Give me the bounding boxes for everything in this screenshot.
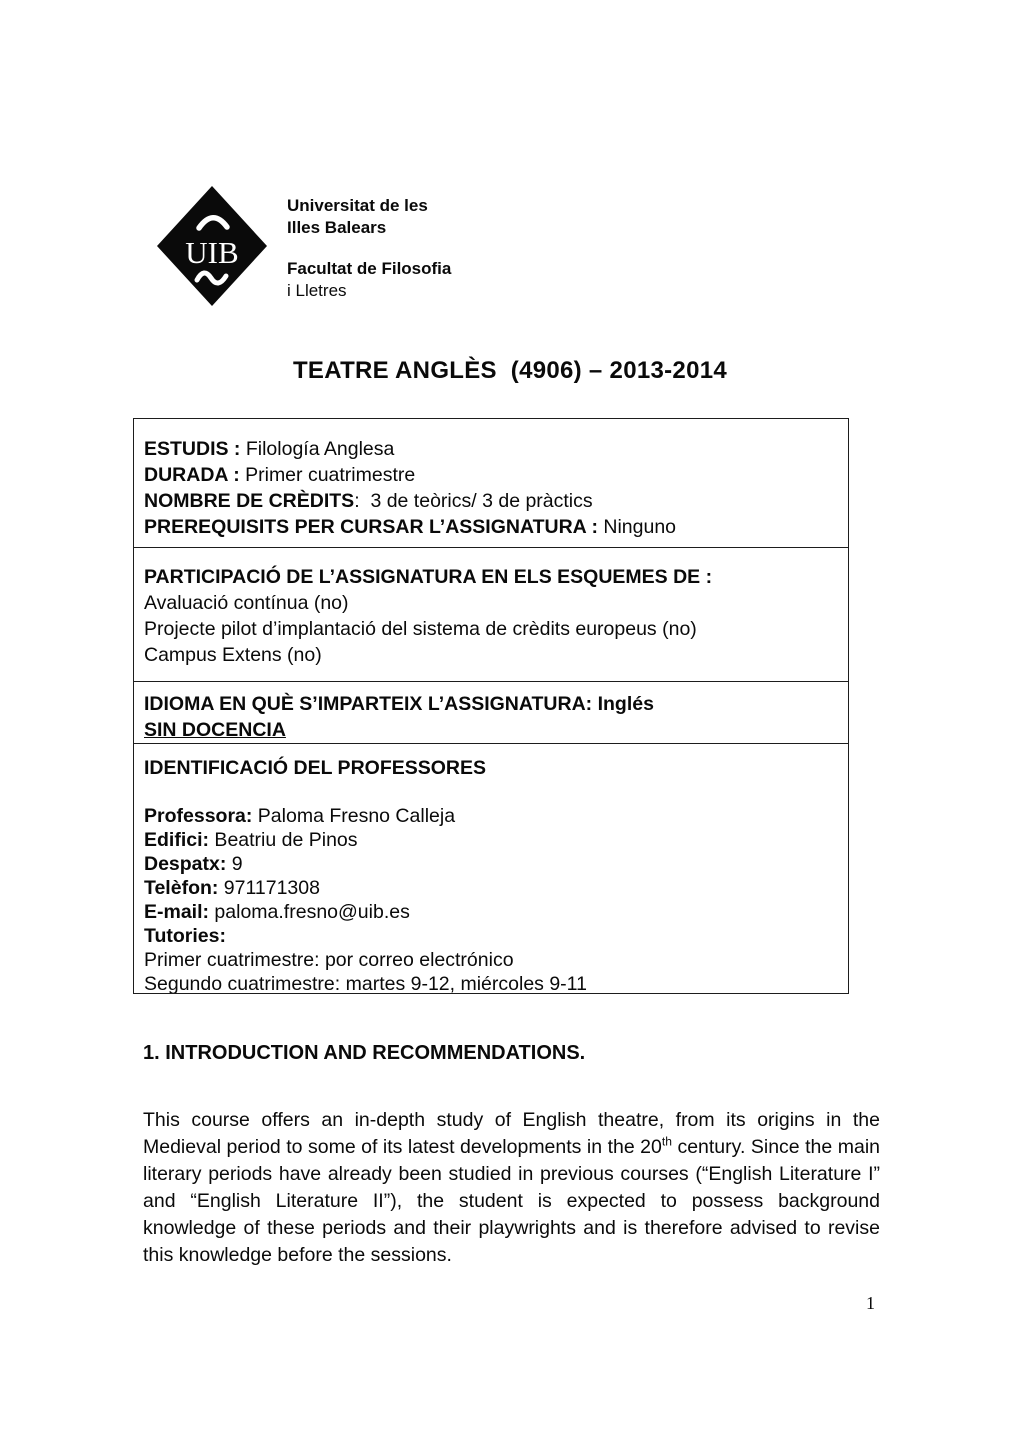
field-value: paloma.fresno@uib.es <box>209 901 410 923</box>
info-row <box>144 876 836 900</box>
field-value: Primer cuatrimestre <box>239 464 416 486</box>
logo-text-gap <box>287 238 451 258</box>
field-value: 9 <box>226 853 243 875</box>
info-line: Segundo cuatrimestre: martes 9-12, miércoles 9-11 <box>144 973 587 993</box>
field-label: Despatx: <box>144 853 227 875</box>
field-label: Professora: <box>144 805 253 827</box>
info-row <box>144 436 836 462</box>
section-heading: PARTICIPACIÓ DE L’ASSIGNATURA EN ELS ESQUEMES DE : <box>144 566 713 588</box>
field-label: E-mail: <box>144 901 210 923</box>
field-value: Filología Anglesa <box>240 438 395 460</box>
uib-diamond-logo-icon <box>157 186 267 306</box>
field-value: Beatriu de Pinos <box>209 829 358 851</box>
info-row <box>144 462 836 488</box>
paragraph-text: century. Since the main literary periods have already been studied in previous courses (“English Literature I” and “English Literature II”), the student is expected to possess background knowledge of these periods and their playwrights and is therefore advised to revise this knowledge before the sessions. <box>143 1135 880 1266</box>
field-label: Telèfon: <box>144 877 219 899</box>
intro-paragraph <box>143 1107 880 1269</box>
university-logo <box>157 186 451 306</box>
field-label: ESTUDIS : <box>144 438 241 460</box>
info-row <box>144 852 836 876</box>
field-value: Paloma Fresno Calleja <box>252 805 456 827</box>
field-label: PREREQUISITS PER CURSAR L’ASSIGNATURA : <box>144 516 598 538</box>
section-heading: IDENTIFICACIÓ DEL PROFESSORES <box>144 757 487 779</box>
page-title: TEATRE ANGLÈS (4906) – 2013-2014 <box>292 357 728 384</box>
field-label: Edifici: <box>144 829 210 851</box>
info-row <box>144 900 836 924</box>
no-teaching-label: SIN DOCENCIA <box>144 719 286 741</box>
info-line: Campus Extens (no) <box>144 644 322 666</box>
info-row <box>144 514 836 540</box>
field-value: : 3 de teòrics/ 3 de pràctics <box>354 490 593 512</box>
info-row <box>144 924 836 948</box>
faculty-line2: i Lletres <box>287 280 347 300</box>
superscript-ordinal: th <box>661 1134 672 1148</box>
field-value: Ninguno <box>597 516 677 538</box>
field-value: 971171308 <box>218 877 320 899</box>
section-professor <box>134 743 848 993</box>
intro-section-heading: 1. INTRODUCTION AND RECOMMENDATIONS. <box>143 1042 586 1064</box>
info-line: Avaluació contínua (no) <box>144 592 349 614</box>
info-line: Primer cuatrimestre: por correo electrónico <box>144 949 514 971</box>
field-label: NOMBRE DE CRÈDITS <box>144 490 355 512</box>
paragraph-text: This course offers an in-depth study of English theatre, from its origins in the Medieval period to some of its latest developments in the 20 <box>143 1108 880 1158</box>
course-info-table <box>133 418 849 994</box>
info-row <box>144 804 836 828</box>
uib-monogram: UIB <box>185 235 239 270</box>
section-studies <box>134 419 848 547</box>
logo-text-block <box>287 186 451 306</box>
section-language <box>134 681 848 743</box>
info-row <box>144 828 836 852</box>
language-line: IDIOMA EN QUÈ S’IMPARTEIX L’ASSIGNATURA: Inglés <box>144 693 654 715</box>
blank-row <box>144 780 836 804</box>
field-label: Tutories: <box>144 925 226 947</box>
faculty-line1: Facultat de Filosofia <box>287 259 452 278</box>
org-name-line2: Illes Balears <box>287 217 387 237</box>
page-number: 1 <box>866 1293 875 1313</box>
field-label: DURADA : <box>144 464 240 486</box>
info-line: Projecte pilot d’implantació del sistema de crèdits europeus (no) <box>144 618 697 640</box>
org-name-line1: Universitat de les <box>287 196 428 215</box>
section-participation <box>134 547 848 681</box>
info-row <box>144 488 836 514</box>
